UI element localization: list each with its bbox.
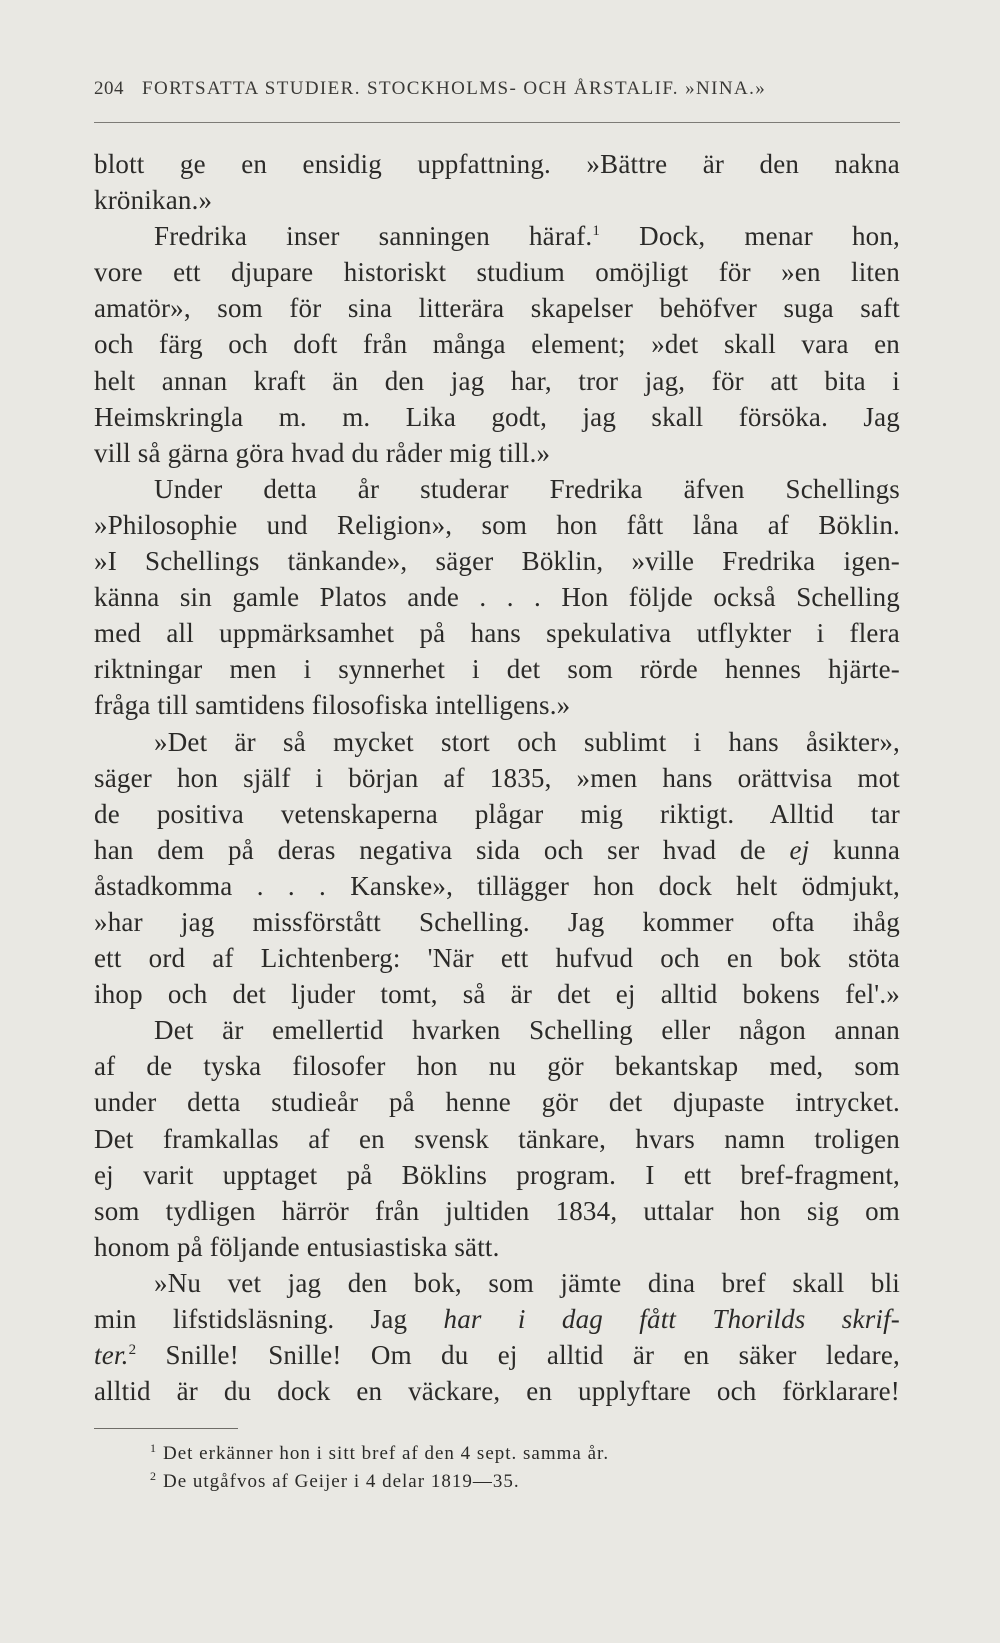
page-number: 204	[94, 78, 124, 99]
header-rule	[94, 122, 900, 123]
line-text: blott ge en ensidig uppfattning. »Bättre är den nakna	[94, 149, 900, 179]
text-line	[94, 868, 900, 904]
line-text: min lifstidsläsning. Jag	[94, 1304, 444, 1334]
text-line	[94, 651, 900, 687]
footnote-marker: 1	[150, 1441, 157, 1455]
line-text-continued: Snille! Snille! Om du ej alltid är en säker ledare,	[136, 1340, 900, 1371]
footnote-separator	[94, 1428, 238, 1429]
text-line	[94, 290, 900, 326]
italic-text: har i dag fått Thorilds skrif-	[443, 1304, 900, 1334]
text-line	[94, 543, 900, 579]
line-text: åstadkomma . . . Kanske», tillägger hon dock helt ödmjukt,	[94, 870, 900, 901]
line-text: amatör», som för sina litterära skapelser behöfver suga saft	[94, 293, 900, 324]
running-title: FORTSATTA STUDIER. STOCKHOLMS- OCH ÅRSTALIF. »NINA.»	[142, 78, 767, 99]
line-text: säger hon själf i början af 1835, »men hans orättvisa mot	[94, 762, 900, 793]
text-line	[94, 579, 900, 615]
footnote-marker: 2	[150, 1469, 157, 1483]
line-text: krönikan.»	[94, 185, 213, 216]
line-text: vore ett djupare historiskt studium omöjligt för »en liten	[94, 257, 900, 288]
italic-text: ej	[789, 834, 810, 865]
footnote-reference[interactable]: 2	[128, 1342, 137, 1359]
line-text: helt annan kraft än den jag har, tror jag, för att bita i	[94, 365, 900, 396]
footnote-text: Det erkänner hon i sitt bref af den 4 sept. samma år.	[163, 1443, 610, 1464]
text-line	[94, 1337, 900, 1373]
text-line	[94, 796, 900, 832]
text-line	[94, 471, 900, 507]
text-line	[94, 1084, 900, 1120]
text-line	[94, 326, 900, 362]
line-text: Fredrika inser sanningen häraf.	[154, 221, 593, 252]
line-text: och färg och doft från många element; »det skall vara en	[94, 329, 900, 360]
text-line	[94, 940, 900, 976]
text-line	[94, 1012, 900, 1048]
line-text: Det är emellertid hvarken Schelling eller någon annan	[154, 1015, 900, 1046]
line-text: fråga till samtidens filosofiska intelligens.»	[94, 690, 571, 721]
footnote-text: De utgåfvos af Geijer i 4 delar 1819—35.	[163, 1471, 520, 1492]
line-text: Under detta år studerar Fredrika äfven Schellings	[154, 473, 900, 504]
line-text: »Philosophie und Religion», som hon fått låna af Böklin.	[94, 509, 900, 540]
body-text	[94, 146, 900, 1409]
text-line	[94, 1373, 900, 1409]
line-text: med all uppmärksamhet på hans spekulativa utflykter i flera	[94, 618, 900, 649]
text-line	[94, 1048, 900, 1084]
line-text: som tydligen härrör från jultiden 1834, uttalar hon sig om	[94, 1195, 900, 1226]
line-text: »Det är så mycket stort och sublimt i hans åsikter»,	[154, 726, 900, 757]
line-text: »I Schellings tänkande», säger Böklin, »ville Fredrika igen-	[94, 546, 900, 577]
line-text: riktningar men i synnerhet i det som rörde hennes hjärte-	[94, 654, 900, 685]
text-line	[94, 1121, 900, 1157]
text-line	[94, 760, 900, 796]
line-text: under detta studieår på henne gör det djupaste intrycket.	[94, 1087, 900, 1118]
line-text: känna sin gamle Platos ande . . . Hon följde också Schelling	[94, 582, 900, 613]
text-line	[94, 254, 900, 290]
line-text: »Nu vet jag den bok, som jämte dina bref skall bli	[154, 1267, 900, 1298]
text-line	[94, 399, 900, 435]
line-text: af de tyska filosofer hon nu gör bekantskap med, som	[94, 1051, 900, 1082]
line-text: ej varit upptaget på Böklins program. I ett bref-fragment,	[94, 1159, 900, 1190]
line-text: »har jag missförstått Schelling. Jag kommer ofta ihåg	[94, 906, 900, 937]
footnote	[150, 1468, 870, 1496]
text-line	[94, 1193, 900, 1229]
text-line	[94, 832, 900, 868]
line-text-continued: Dock, menar hon,	[600, 221, 900, 252]
text-line	[94, 904, 900, 940]
footnote-reference[interactable]: 1	[592, 223, 601, 240]
text-line	[94, 615, 900, 651]
line-text: ihop och det ljuder tomt, så är det ej alltid bokens fel'.»	[94, 979, 900, 1010]
text-line	[94, 507, 900, 543]
line-text: Heimskringla m. m. Lika godt, jag skall försöka. Jag	[94, 401, 900, 432]
text-line	[94, 218, 900, 254]
text-line	[94, 146, 900, 182]
text-line	[94, 435, 900, 471]
text-line	[94, 1229, 900, 1265]
text-line	[94, 687, 900, 723]
running-header	[94, 78, 904, 100]
line-text: Det framkallas af en svensk tänkare, hvars namn troligen	[94, 1123, 900, 1154]
footnote	[150, 1440, 870, 1468]
italic-text: ter.	[94, 1340, 129, 1371]
line-text: han dem på deras negativa sida och ser hvad de	[94, 834, 790, 865]
text-line	[94, 976, 900, 1012]
text-line	[94, 1265, 900, 1301]
text-line	[94, 1157, 900, 1193]
line-text: alltid är du dock en väckare, en upplyftare och förklarare!	[94, 1376, 900, 1407]
line-text-continued: kunna	[809, 834, 901, 865]
line-text: de positiva vetenskaperna plågar mig riktigt. Alltid tar	[94, 798, 900, 829]
line-text: honom på följande entusiastiska sätt.	[94, 1231, 500, 1262]
text-line	[94, 1301, 900, 1337]
line-text: vill så gärna göra hvad du råder mig till.»	[94, 437, 551, 468]
text-line	[94, 724, 900, 760]
text-line	[94, 363, 900, 399]
line-text: ett ord af Lichtenberg: 'När ett hufvud och en bok stöta	[94, 943, 900, 974]
text-line	[94, 182, 900, 218]
footnotes	[150, 1440, 870, 1496]
